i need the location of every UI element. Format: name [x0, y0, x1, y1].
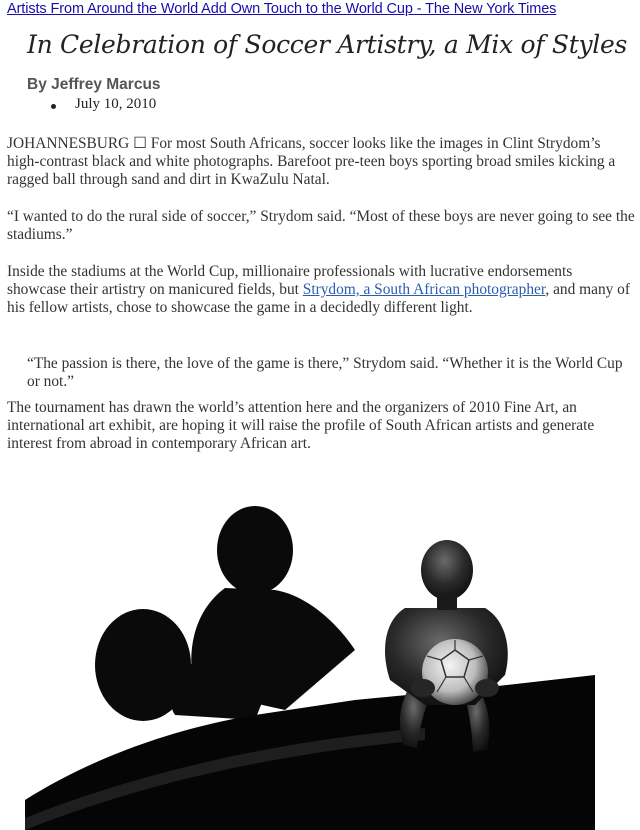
article-headline: In Celebration of Soccer Artistry, a Mix of Styles [27, 30, 627, 59]
article-date: July 10, 2010 [47, 96, 156, 113]
article-date-list [47, 96, 156, 113]
article-paragraph-1: JOHANNESBURG ☐ For most South Africans, soccer looks like the images in Clint Strydom’s high-contrast black and white photographs. Barefoot pre-teen boys sporting broad smiles kicking a ragged ball through sand and dirt in KwaZulu Natal. [7, 135, 616, 188]
article-paragraph-2: “I wanted to do the rural side of soccer,” Strydom said. “Most of these boys are never going to see the stadiums.” [7, 208, 635, 243]
article-photo [25, 500, 595, 830]
page-title-link[interactable]: Artists From Around the World Add Own Touch to the World Cup - The New York Times [7, 1, 557, 17]
paragraph-3-text-start: Inside the stadiums at the World Cup, millionaire professionals with lucrative endorsements showcase their artistry on manicured fields, but [7, 263, 573, 298]
article-pull-quote: “The passion is there, the love of the game is there,” Strydom said. “Whether it is the World Cup or not.” [27, 355, 623, 390]
paragraph-3-text-end: , and many of his fellow artists, chose to showcase the game in a decidedly different light. [7, 281, 631, 316]
strydom-photographer-link[interactable]: Strydom, a South African photographer [302, 281, 546, 298]
article-paragraph-3 [7, 263, 635, 317]
article-paragraph-4: The tournament has drawn the world’s attention here and the organizers of 2010 Fine Art, an international art exhibit, are hoping it will raise the profile of South African artists and generate interest from abroad in contemporary African art. [7, 399, 595, 452]
article-byline: By Jeffrey Marcus [27, 76, 161, 93]
